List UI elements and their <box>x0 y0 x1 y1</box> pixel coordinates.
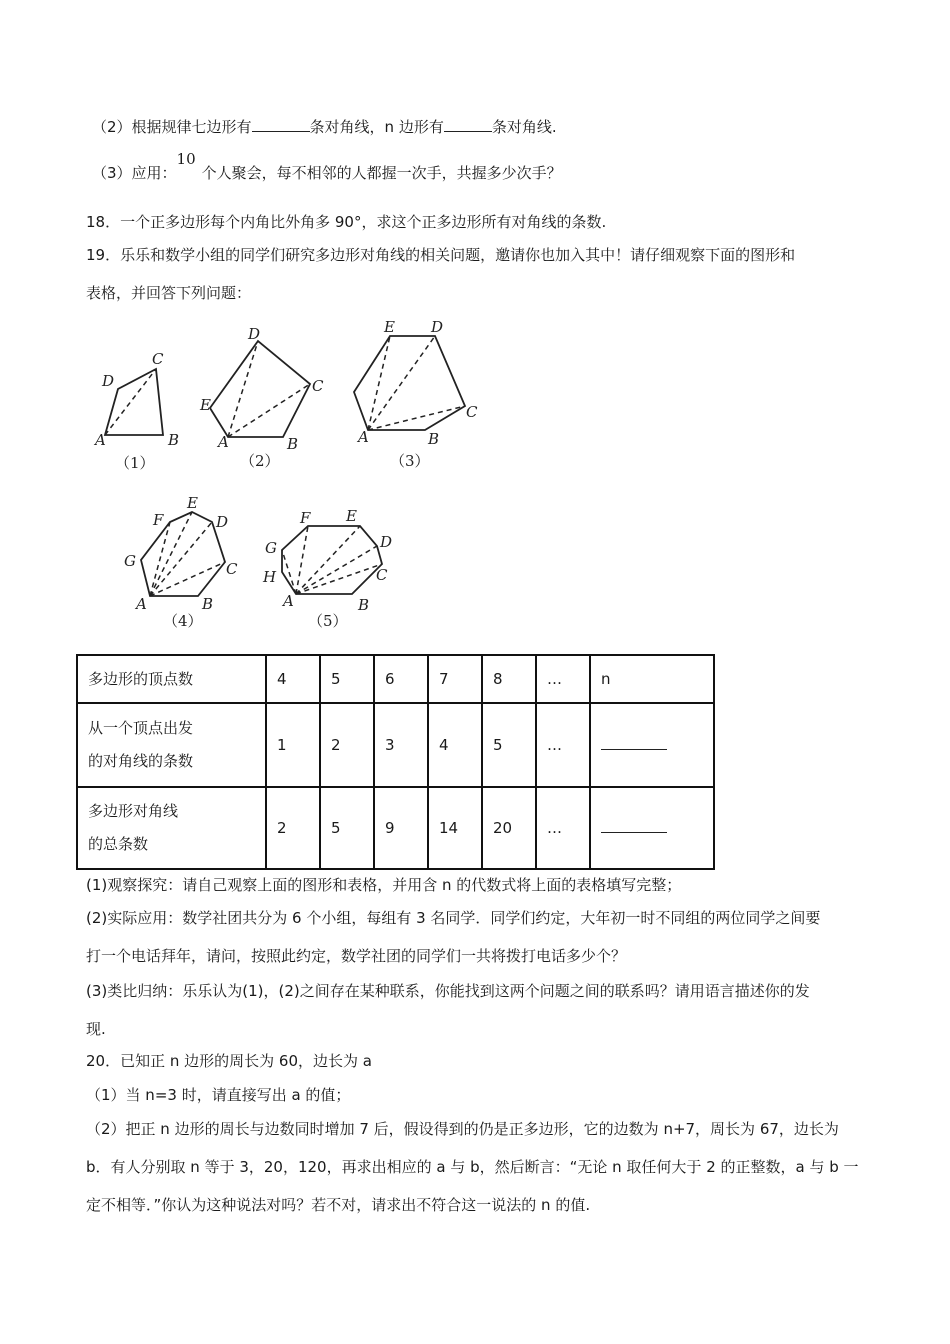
figure-2 <box>210 341 310 437</box>
fig4-label-g: G <box>124 552 136 570</box>
fig4-label-e: E <box>187 494 198 512</box>
fig2-label-d: D <box>248 325 261 343</box>
q17-part3 <box>92 150 562 184</box>
table-cell: 20 <box>482 787 536 869</box>
q19-part1: (1)观察探究：请自己观察上面的图形和表格，并用含 n 的代数式将上面的表格填写完整； <box>86 876 682 894</box>
table-cell: n <box>590 655 714 703</box>
table-cell: 4 <box>266 655 320 703</box>
fig3-label-c: C <box>466 403 478 421</box>
answer-blank <box>601 814 667 833</box>
answer-cell <box>590 787 714 869</box>
fig5-label-g: G <box>265 539 277 557</box>
q17-part2-text-a: （2）根据规律七边形有 <box>92 118 252 136</box>
table-cell: 5 <box>320 655 374 703</box>
fig3-label-a: A <box>358 428 369 446</box>
fig1-label-c: C <box>152 350 164 368</box>
fig5-label-a: A <box>283 592 294 610</box>
q19-part2-line2: 打一个电话拜年，请问，按照此约定，数学社团的同学们一共将拨打电话多少个？ <box>86 947 627 965</box>
fig5-label-f: F <box>300 509 311 527</box>
fig5-label-d: D <box>380 533 393 551</box>
q17-part3-text-a: （3）应用： <box>92 164 177 182</box>
table-row <box>77 655 714 703</box>
q17-part2-text-b: 条对角线，n 边形有 <box>309 118 444 136</box>
figure-5 <box>282 526 382 594</box>
table-cell: 7 <box>428 655 482 703</box>
q20-stem: 20．已知正 n 边形的周长为 60，边长为 a <box>86 1052 372 1070</box>
table-cell: 3 <box>374 703 428 787</box>
diagonal-table <box>76 654 715 870</box>
q17-part2-text-c: 条对角线. <box>491 118 557 136</box>
table-cell: … <box>536 703 590 787</box>
q18-text: 18．一个正多边形每个内角比外角多 90°，求这个正多边形所有对角线的条数. <box>86 213 607 231</box>
fig1-label-a: A <box>95 431 106 449</box>
q20-part1: （1）当 n=3 时，请直接写出 a 的值； <box>86 1086 351 1104</box>
q17-part2 <box>92 115 557 138</box>
q20-part2-line3: 定不相等．”你认为这种说法对吗？若不对，请求出不符合这一说法的 n 的值. <box>86 1196 591 1214</box>
table-row <box>77 787 714 869</box>
answer-blank <box>252 115 310 132</box>
table-cell: 9 <box>374 787 428 869</box>
q19-part2-line1: (2)实际应用：数学社团共分为 6 个小组，每组有 3 名同学．同学们约定，大年初一时不同组的两位同学之间要 <box>86 909 821 927</box>
fig1-label-b: B <box>168 431 180 449</box>
fig2-label-e: E <box>200 396 211 414</box>
fig3-label-b: B <box>428 430 440 448</box>
row-header: 多边形对角线 的总条数 <box>77 787 266 869</box>
q17-part3-number: 10 <box>176 150 196 168</box>
table-row <box>77 703 714 787</box>
fig1-label-d: D <box>102 372 115 390</box>
table-cell: 5 <box>482 703 536 787</box>
fig1-caption: （1） <box>115 454 155 472</box>
q19-part3-line1: (3)类比归纳：乐乐认为(1)，(2)之间存在某种联系，你能找到这两个问题之间的联系吗？请用语言描述你的发 <box>86 982 810 1000</box>
fig5-label-c: C <box>376 566 388 584</box>
q20-part2-line1: （2）把正 n 边形的周长与边数同时增加 7 后，假设得到的仍是正多边形，它的边数为 n+7，周长为 67，边长为 <box>86 1120 839 1138</box>
fig3-label-d: D <box>431 318 444 336</box>
fig4-label-d: D <box>216 513 229 531</box>
q19-text-line2: 表格，并回答下列问题： <box>86 284 252 302</box>
table-cell: … <box>536 655 590 703</box>
table-cell: 8 <box>482 655 536 703</box>
fig3-label-e: E <box>384 318 395 336</box>
fig4-label-b: B <box>202 595 214 613</box>
q19-text-line1: 19．乐乐和数学小组的同学们研究多边形对角线的相关问题，邀请你也加入其中！请仔细观察下面的图形和 <box>86 246 796 264</box>
table-cell: 2 <box>266 787 320 869</box>
fig4-label-a: A <box>136 595 147 613</box>
fig2-label-b: B <box>287 435 299 453</box>
fig3-caption: （3） <box>390 452 430 470</box>
row-header: 从一个顶点出发 的对角线的条数 <box>77 703 266 787</box>
fig5-label-h: H <box>263 568 277 586</box>
table-cell: 4 <box>428 703 482 787</box>
table-cell: 14 <box>428 787 482 869</box>
fig2-label-a: A <box>218 433 229 451</box>
answer-cell <box>590 703 714 787</box>
table-cell: 5 <box>320 787 374 869</box>
fig2-label-c: C <box>312 377 324 395</box>
q19-part3-line2: 现. <box>86 1020 106 1038</box>
row-header: 多边形的顶点数 <box>77 655 266 703</box>
answer-blank <box>601 731 667 750</box>
table-cell: … <box>536 787 590 869</box>
q20-part2-line2: b．有人分别取 n 等于 3，20，120，再求出相应的 a 与 b，然后断言：“无论 n 取任何大于 2 的正整数，a 与 b 一 <box>86 1158 859 1176</box>
fig5-caption: （5） <box>308 612 348 630</box>
q17-part3-text-b: 个人聚会，每不相邻的人都握一次手，共握多少次手？ <box>201 164 562 182</box>
fig5-label-b: B <box>358 596 370 614</box>
table-cell: 6 <box>374 655 428 703</box>
fig4-label-c: C <box>226 560 238 578</box>
table-cell: 2 <box>320 703 374 787</box>
fig4-label-f: F <box>153 511 164 529</box>
fig4-caption: （4） <box>163 612 203 630</box>
answer-blank <box>444 115 492 132</box>
polygon-figures <box>0 315 950 645</box>
table-cell: 1 <box>266 703 320 787</box>
fig2-caption: （2） <box>240 452 280 470</box>
figure-3 <box>354 336 465 430</box>
fig5-label-e: E <box>346 507 357 525</box>
